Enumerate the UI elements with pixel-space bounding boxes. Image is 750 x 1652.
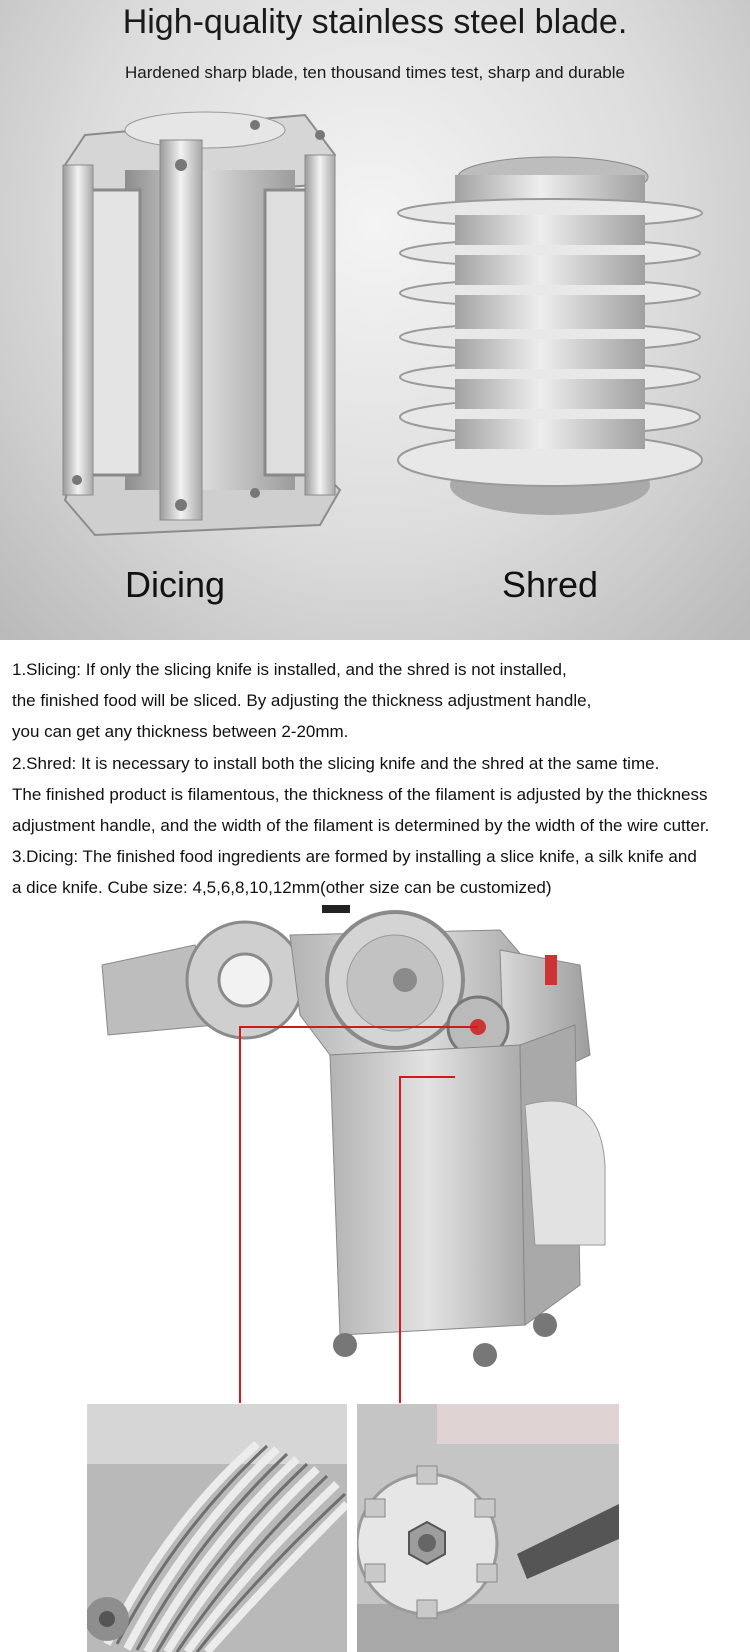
description-line: adjustment handle, and the width of the filament is determined by the width of the wire cutter. bbox=[12, 816, 710, 836]
machine-section bbox=[0, 905, 750, 1652]
shred-blade-image bbox=[395, 155, 705, 520]
dicing-blade-image bbox=[55, 95, 355, 555]
description-line: 3.Dicing: The finished food ingredients are formed by installing a slice knife, a silk knife and bbox=[12, 847, 697, 867]
description-line: The finished product is filamentous, the thickness of the filament is adjusted by the thickness bbox=[12, 784, 708, 804]
description-line: a dice knife. Cube size: 4,5,6,8,10,12mm(other size can be customized) bbox=[12, 878, 552, 898]
description-line: 2.Shred: It is necessary to install both the slicing knife and the shred at the same time. bbox=[12, 753, 660, 773]
hero-title: High-quality stainless steel blade. bbox=[122, 3, 628, 41]
hero-subtitle: Hardened sharp blade, ten thousand times test, sharp and durable bbox=[125, 63, 625, 82]
description-line: you can get any thickness between 2-20mm. bbox=[12, 722, 349, 742]
blade-hero-section bbox=[0, 0, 750, 640]
dicing-wheel-closeup-image bbox=[357, 1404, 619, 1652]
roller-blade-closeup-image bbox=[87, 1404, 347, 1652]
shred-roller-closeup bbox=[87, 1404, 347, 1652]
description-line: the finished food will be sliced. By adjusting the thickness adjustment handle, bbox=[12, 691, 592, 711]
shred-caption: Shred bbox=[502, 564, 599, 605]
dicing-wheel-closeup bbox=[357, 1404, 619, 1652]
blade-description bbox=[12, 654, 748, 904]
description-line: 1.Slicing: If only the slicing knife is installed, and the shred is not installed, bbox=[12, 660, 567, 679]
dicing-caption: Dicing bbox=[125, 564, 226, 605]
